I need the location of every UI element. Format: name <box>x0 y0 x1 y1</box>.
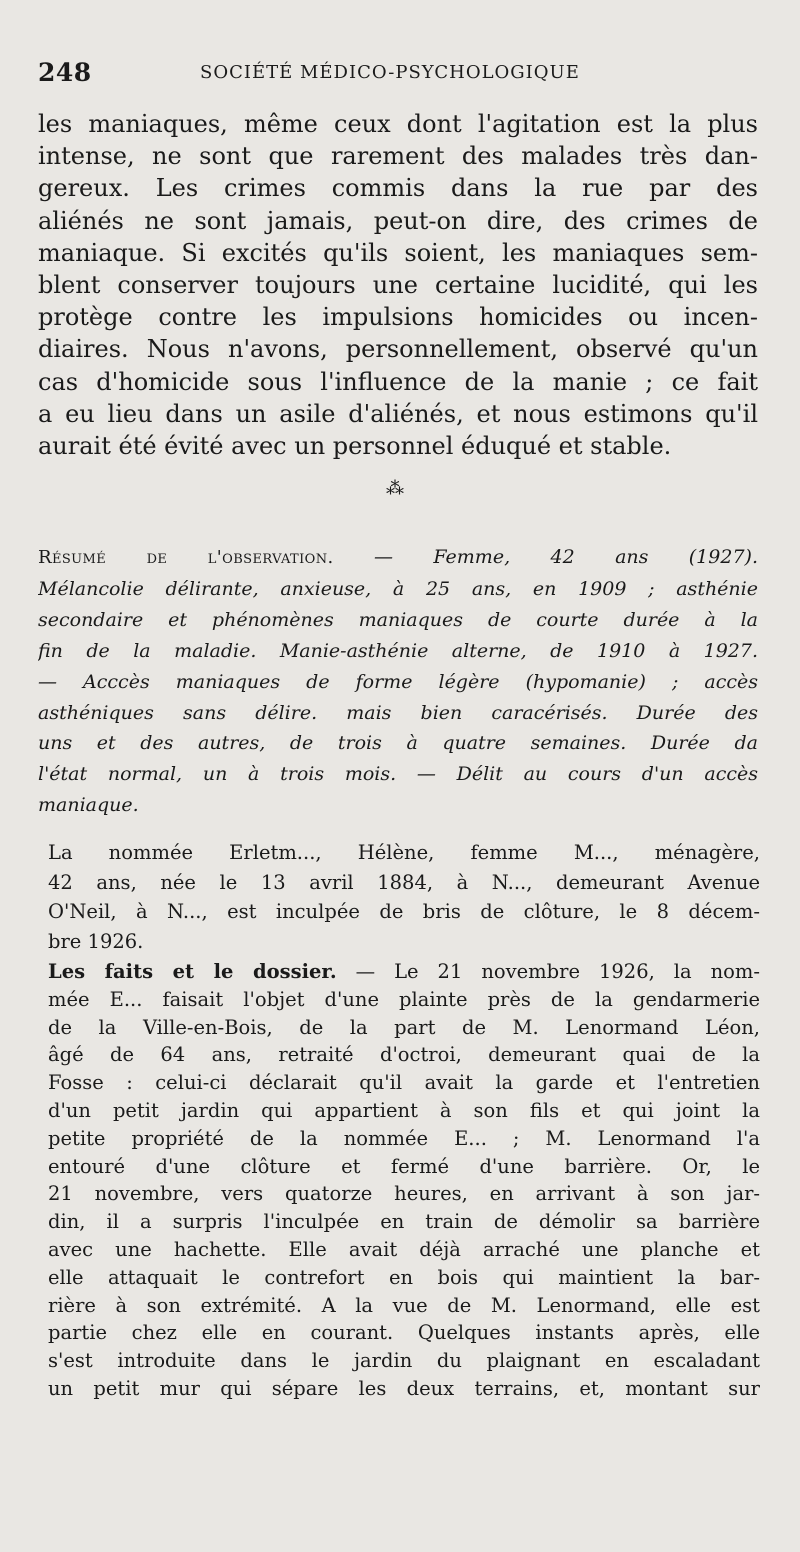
text-line: maniaque. <box>38 794 139 817</box>
text-line: maniaque. Si excités qu'ils soient, les maniaques sem- <box>38 238 758 267</box>
page-header <box>38 58 758 92</box>
text-line: aurait été évité avec un personnel éduqué et stable. <box>38 432 672 461</box>
text-line: a eu lieu dans un asile d'aliénés, et nous estimons qu'il <box>38 399 758 428</box>
text-line: entouré d'une clôture et fermé d'une barrière. Or, le <box>48 1154 760 1178</box>
text-line: bre 1926. <box>48 929 144 953</box>
text-line: secondaire et phénomènes maniaques de courte durée à la <box>38 608 758 631</box>
text-line: d'un petit jardin qui appartient à son fils et qui joint la <box>48 1098 760 1122</box>
page-number: 248 <box>38 58 92 87</box>
text-line: 42 ans, née le 13 avril 1884, à N..., demeurant Avenue <box>48 870 760 894</box>
text-line: âgé de 64 ans, retraité d'octroi, demeurant quai de la <box>48 1043 760 1067</box>
paragraph-1 <box>38 108 758 462</box>
text-line: un petit mur qui sépare les deux terrains, et, montant sur <box>48 1376 760 1400</box>
text-line: asthéniques sans délire. mais bien caracérisés. Durée des <box>38 701 758 724</box>
text-line: blent conserver toujours une certaine lucidité, qui les <box>38 271 758 300</box>
observation-summary <box>38 542 758 821</box>
text-line: rière à son extrémité. A la vue de M. Lenormand, elle est <box>48 1293 760 1317</box>
text-line: din, il a surpris l'inculpée en train de démolir sa barrière <box>48 1210 760 1234</box>
text-line: protège contre les impulsions homicides ou incen- <box>38 303 758 332</box>
text-line: l'état normal, un à trois mois. — Délit au cours d'un accès <box>38 763 758 786</box>
text-line: gereux. Les crimes commis dans la rue par des <box>38 174 758 203</box>
text-line: partie chez elle en courant. Quelques instants après, elle <box>48 1321 760 1345</box>
text-line: Fosse : celui-ci déclarait qu'il avait la garde et l'entretien <box>48 1071 760 1095</box>
facts-first-line: — Le 21 novembre 1926, la nom- <box>336 960 760 983</box>
text-line: s'est introduite dans le jardin du plaignant en escaladant <box>48 1349 760 1373</box>
text-line: elle attaquait le contrefort en bois qui maintient la bar- <box>48 1265 760 1289</box>
summary-first-line: — Femme, 42 ans (1927). <box>333 546 758 568</box>
text-line: Mélancolie délirante, anxieuse, à 25 ans, en 1909 ; asthénie <box>38 577 758 600</box>
paragraph-identity <box>48 838 760 956</box>
text-line: de la Ville-en-Bois, de la part de M. Lenormand Léon, <box>48 1015 760 1039</box>
summary-heading: Résumé de l'observation. <box>38 547 334 568</box>
text-line <box>38 542 758 574</box>
text-line: fin de la maladie. Manie-asthénie alterne, de 1910 à 1927. <box>38 639 758 662</box>
text-line: petite propriété de la nommée E... ; M. Lenormand l'a <box>48 1126 760 1150</box>
text-line: mée E... faisait l'objet d'une plainte près de la gendarmerie <box>48 987 760 1011</box>
text-line: La nommée Erletm..., Hélène, femme M..., ménagère, <box>48 841 760 864</box>
text-line: intense, ne sont que rarement des malades très dan- <box>38 142 758 171</box>
text-line: — Acccès maniaques de forme légère (hypomanie) ; accès <box>38 670 758 693</box>
text-line: O'Neil, à N..., est inculpée de bris de clôture, le 8 décem- <box>48 900 760 924</box>
section-separator: ⁂ <box>386 478 404 499</box>
text-line: cas d'homicide sous l'influence de la manie ; ce fait <box>38 367 758 396</box>
paragraph-facts <box>48 958 760 1403</box>
text-line: uns et des autres, de trois à quatre semaines. Durée da <box>38 732 758 755</box>
text-line: les maniaques, même ceux dont l'agitation est la plus <box>38 110 758 138</box>
running-title: SOCIÉTÉ MÉDICO-PSYCHOLOGIQUE <box>200 62 580 83</box>
text-line <box>48 958 760 986</box>
text-line: 21 novembre, vers quatorze heures, en arrivant à son jar- <box>48 1182 760 1206</box>
text-line: diaires. Nous n'avons, personnellement, observé qu'un <box>38 335 758 364</box>
facts-heading: Les faits et le dossier. <box>48 960 337 983</box>
text-line: avec une hachette. Elle avait déjà arraché une planche et <box>48 1237 760 1261</box>
text-line: aliénés ne sont jamais, peut-on dire, des crimes de <box>38 206 758 235</box>
